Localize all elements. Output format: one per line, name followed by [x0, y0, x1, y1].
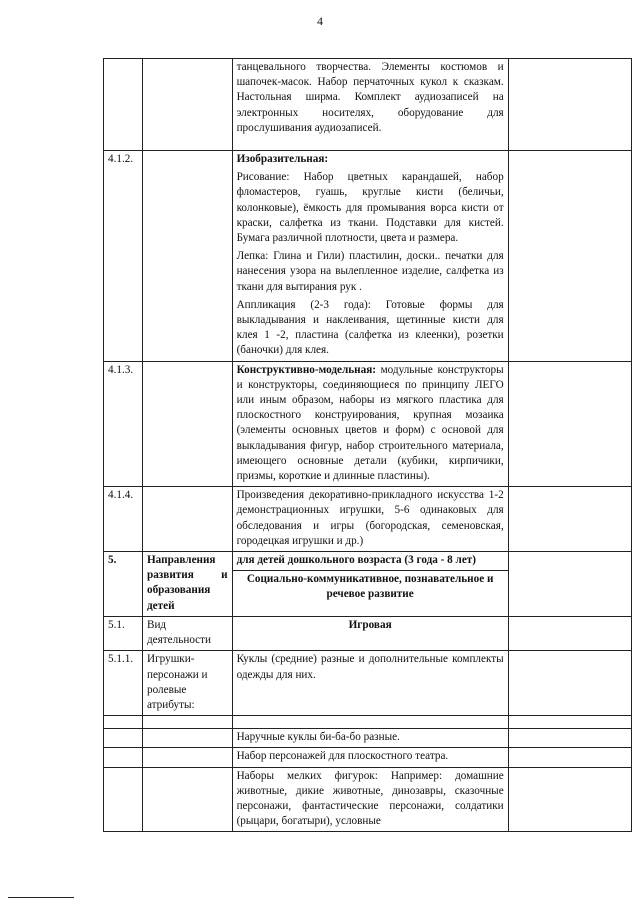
row-extra — [508, 59, 631, 151]
row-content — [232, 151, 508, 362]
row-content: танцевального творчества. Элементы костюмов и шапочек-масок. Набор перчаточных кукол к сказкам. Настольная ширма. Комплект аудиозаписей на электронных носителях, оборудование для прослушивания аудиозаписей. — [232, 59, 508, 151]
row-number: 5.1.1. — [104, 651, 143, 716]
row-direction — [142, 151, 232, 362]
row-number: 5. — [104, 552, 143, 617]
footnote-divider — [8, 897, 74, 898]
table-row — [104, 651, 632, 716]
row-number: 4.1.2. — [104, 151, 143, 362]
row-content — [232, 361, 508, 487]
table-row — [104, 767, 632, 832]
table-row — [104, 59, 632, 151]
table-row — [104, 361, 632, 487]
row-content: Наручные куклы би-ба-бо разные. — [232, 729, 508, 748]
row-extra — [508, 361, 631, 487]
row-direction — [142, 361, 232, 487]
area-heading: Социально-коммуникативное, познавательное и речевое развитие — [246, 573, 494, 601]
row-number — [104, 59, 143, 151]
paragraph: Аппликация (2-3 года): Готовые формы для выкладывания и наклеивания, щетинные кисти для клея 1 -2, пластина (салфетка из клеенки), розетки (баночки) для клея. — [236, 298, 504, 357]
row-number: 4.1.4. — [104, 487, 143, 552]
row-extra — [508, 651, 631, 716]
paragraph: Рисование: Набор цветных карандашей, набор фломастеров, гуашь, круглые кисти (беличьи, колонковые), ёмкость для промывания ворса кисти от краски, салфетка из ткани. Подставки для кистей. Бумага различной плотности, цвета и размера. — [236, 171, 504, 245]
row-direction — [142, 487, 232, 552]
row-content: Произведения декоративно-прикладного искусства 1-2 демонстрационных игрушки, 5-6 одинаковых для обследования и игры (богородская, семеновская, городецкая игрушки и др.) — [232, 487, 508, 552]
activity-heading: Игровая — [232, 616, 508, 650]
row-content — [232, 552, 508, 617]
page-number: 4 — [317, 14, 323, 28]
row-number — [104, 767, 143, 832]
row-number: 4.1.3. — [104, 361, 143, 487]
row-content: Куклы (средние) разные и дополнительные комплекты одежды для них. — [232, 651, 508, 716]
row-direction: Игрушки-персонажи и ролевые атрибуты: — [142, 651, 232, 716]
row-extra — [508, 616, 631, 650]
row-extra — [508, 151, 631, 362]
row-direction: Вид деятельности — [142, 616, 232, 650]
row-extra — [508, 748, 631, 767]
row-extra — [508, 767, 631, 832]
age-heading: для детей дошкольного возраста (3 года - 8 лет) — [233, 552, 508, 571]
row-number — [104, 748, 143, 767]
row-direction — [142, 748, 232, 767]
paragraph: Лепка: Глина и Гили) пластилин, доски.. печатки для нанесения узора на вылепленное изделие, салфетка из ткани для вытирания рук . — [236, 250, 504, 293]
row-extra — [508, 552, 631, 617]
paragraph: модульные конструкторы и конструкторы, соединяющиеся по принципу ЛЕГО или иным образом, наборы из мягкого пластика для плоскостного конструирования, крупная мозаика (элементы основных цветов и форм) с основой для выкладывания фигур, набор строительного материала, имеющего основные детали (кубики, кирпичики, призмы, короткие и длинные пластины). — [236, 363, 504, 483]
table-row — [104, 151, 632, 362]
row-content: Наборы мелких фигурок: Например: домашние животные, дикие животные, динозавры, сказочные персонажи, фантастические персонажи, солдатики (рыцари, богатыри), условные — [232, 767, 508, 832]
table-row — [104, 716, 632, 729]
table-row — [104, 729, 632, 748]
row-number: 5.1. — [104, 616, 143, 650]
row-content: Набор персонажей для плоскостного театра. — [232, 748, 508, 767]
section-title: Изобразительная: — [236, 153, 329, 165]
row-direction — [142, 729, 232, 748]
row-extra — [508, 729, 631, 748]
table-row — [104, 748, 632, 767]
table-row — [104, 487, 632, 552]
equipment-table — [103, 58, 632, 832]
row-extra — [508, 487, 631, 552]
row-direction — [142, 59, 232, 151]
table-row — [104, 552, 632, 617]
table-row — [104, 616, 632, 650]
section-title: Конструктивно-модельная: — [236, 363, 376, 376]
row-direction: Направления развития и образования детей — [142, 552, 232, 617]
row-direction — [142, 767, 232, 832]
row-number — [104, 729, 143, 748]
